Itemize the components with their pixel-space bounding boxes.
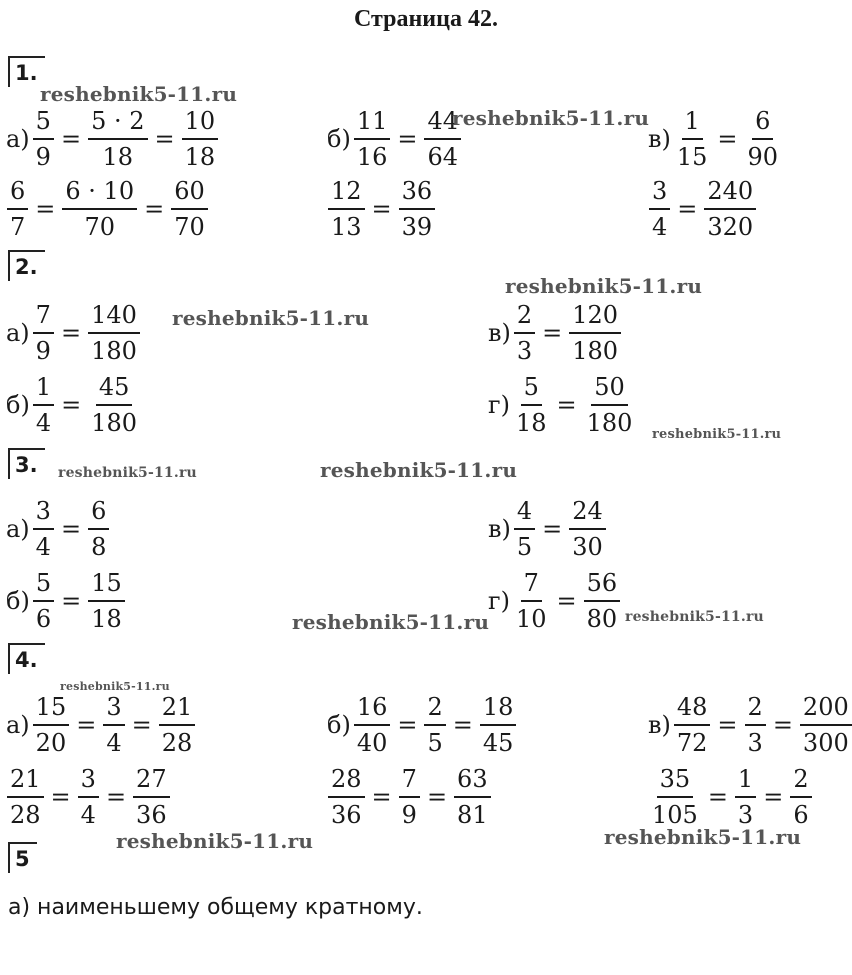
equation-item: [648, 106, 782, 172]
fraction: [514, 496, 535, 562]
fraction: [704, 176, 756, 242]
equals-sign: =: [707, 783, 728, 811]
equals-sign: =: [717, 711, 738, 739]
numerator: 2: [790, 764, 811, 798]
denominator: 320: [707, 213, 754, 241]
fraction: [33, 372, 54, 438]
fraction: [182, 106, 219, 172]
item-label: в): [648, 711, 671, 739]
watermark: reshebnik5-11.ru: [652, 427, 782, 442]
item-label: а): [6, 711, 30, 739]
denominator: 4: [35, 533, 51, 561]
numerator: 3: [103, 692, 124, 726]
item-label: б): [327, 711, 351, 739]
numerator: 10: [182, 106, 219, 140]
denominator: 40: [356, 729, 388, 757]
numerator: 28: [328, 764, 365, 798]
numerator: 48: [674, 692, 711, 726]
equals-sign: =: [131, 711, 152, 739]
numerator: 36: [399, 176, 436, 210]
item-label: б): [6, 587, 30, 615]
fraction: [328, 176, 365, 242]
numerator: 1: [735, 764, 756, 798]
fraction: [33, 692, 70, 758]
equals-sign: =: [426, 783, 448, 811]
watermark: reshebnik5-11.ru: [292, 610, 490, 634]
denominator: 180: [91, 337, 137, 365]
item-label: б): [6, 391, 30, 419]
watermark: reshebnik5-11.ru: [116, 829, 314, 853]
denominator: 28: [10, 801, 41, 829]
fraction: [514, 300, 535, 366]
denominator: 5: [427, 729, 443, 757]
denominator: 13: [331, 213, 362, 241]
equals-sign: =: [371, 195, 392, 223]
equation-item: [6, 568, 126, 634]
denominator: 16: [356, 143, 388, 171]
equals-sign: =: [76, 711, 97, 739]
equals-sign: =: [677, 195, 698, 223]
numerator: 120: [569, 300, 621, 334]
denominator: 18: [91, 605, 122, 633]
numerator: 3: [33, 496, 54, 530]
denominator: 45: [482, 729, 514, 757]
item-label: г): [488, 391, 510, 419]
fraction: [7, 176, 28, 242]
equation-item: [6, 176, 209, 242]
fraction: [399, 176, 436, 242]
watermark: reshebnik5-11.ru: [452, 106, 650, 130]
numerator: 5 · 2: [88, 106, 147, 140]
item-label: б): [327, 125, 351, 153]
equals-sign: =: [35, 195, 56, 223]
denominator: 3: [516, 337, 533, 365]
equation-item: [6, 300, 141, 366]
section-number: 1.: [8, 56, 45, 87]
numerator: 5: [521, 372, 542, 406]
denominator: 36: [136, 801, 167, 829]
fraction: [480, 692, 517, 758]
equation-item: [648, 692, 852, 758]
fraction: [513, 372, 550, 438]
equation-item: [648, 764, 813, 830]
numerator: 18: [480, 692, 517, 726]
equals-sign: =: [542, 515, 563, 543]
section-number: 2.: [8, 250, 45, 281]
fraction: [354, 106, 391, 172]
numerator: 60: [171, 176, 208, 210]
numerator: 16: [354, 692, 391, 726]
denominator: 70: [174, 213, 205, 241]
numerator: 2: [745, 692, 766, 726]
numerator: 6: [752, 106, 773, 140]
equals-sign: =: [154, 125, 175, 153]
item-label: в): [488, 515, 511, 543]
denominator: 4: [652, 213, 668, 241]
denominator: 4: [106, 729, 122, 757]
fraction: [745, 106, 782, 172]
fraction: [584, 372, 636, 438]
denominator: 7: [10, 213, 26, 241]
denominator: 81: [457, 801, 488, 829]
numerator: 7: [399, 764, 420, 798]
denominator: 39: [401, 213, 433, 241]
equation-item: [488, 568, 621, 634]
section-number: 3.: [8, 448, 45, 479]
equation-item: [6, 496, 110, 562]
equals-sign: =: [144, 195, 165, 223]
fraction: [649, 764, 701, 830]
denominator: 6: [793, 801, 809, 829]
equals-sign: =: [371, 783, 392, 811]
numerator: 7: [33, 300, 54, 334]
numerator: 3: [78, 764, 99, 798]
fraction: [7, 764, 44, 830]
denominator: 18: [184, 143, 216, 171]
numerator: 12: [328, 176, 365, 210]
equals-sign: =: [50, 783, 71, 811]
numerator: 2: [514, 300, 535, 334]
fraction: [78, 764, 99, 830]
fraction: [88, 568, 125, 634]
fraction: [103, 692, 124, 758]
item-label: г): [488, 587, 510, 615]
fraction: [33, 300, 54, 366]
denominator: 90: [747, 143, 779, 171]
numerator: 4: [514, 496, 535, 530]
equals-sign: =: [452, 711, 473, 739]
fraction: [735, 764, 756, 830]
fraction: [88, 106, 147, 172]
denominator: 64: [427, 143, 459, 171]
watermark: reshebnik5-11.ru: [505, 274, 703, 298]
equation-item: [6, 764, 171, 830]
fraction: [790, 764, 811, 830]
equals-sign: =: [61, 391, 82, 419]
item-label: а): [6, 319, 30, 347]
equation-item: [488, 372, 636, 438]
answer-text: а) наименьшему общему кратному.: [8, 895, 423, 920]
numerator: 35: [657, 764, 694, 798]
denominator: 4: [80, 801, 96, 829]
denominator: 30: [572, 533, 603, 561]
fraction: [674, 692, 711, 758]
watermark: reshebnik5-11.ru: [58, 465, 197, 481]
denominator: 8: [91, 533, 107, 561]
section-number: 5: [8, 842, 37, 873]
fraction: [569, 300, 621, 366]
page-title: Страница 42.: [354, 6, 498, 32]
numerator: 44: [424, 106, 461, 140]
fraction: [328, 764, 365, 830]
numerator: 7: [521, 568, 542, 602]
denominator: 18: [102, 143, 134, 171]
equals-sign: =: [60, 319, 82, 347]
equals-sign: =: [556, 391, 577, 419]
denominator: 28: [161, 729, 193, 757]
fraction: [354, 692, 391, 758]
numerator: 24: [569, 496, 606, 530]
numerator: 21: [7, 764, 44, 798]
denominator: 180: [586, 409, 633, 437]
equals-sign: =: [397, 125, 418, 153]
denominator: 72: [676, 729, 708, 757]
equation-item: [6, 106, 219, 172]
equation-item: [327, 106, 462, 172]
equals-sign: =: [763, 783, 784, 811]
equals-sign: =: [60, 515, 82, 543]
numerator: 56: [584, 568, 621, 602]
fraction: [171, 176, 208, 242]
denominator: 20: [35, 729, 67, 757]
denominator: 180: [572, 337, 619, 365]
equals-sign: =: [397, 711, 418, 739]
watermark: reshebnik5-11.ru: [625, 609, 764, 625]
denominator: 5: [516, 533, 533, 561]
fraction: [649, 176, 670, 242]
fraction: [454, 764, 491, 830]
denominator: 4: [35, 409, 52, 437]
denominator: 70: [84, 213, 116, 241]
fraction: [424, 692, 445, 758]
item-label: в): [648, 125, 671, 153]
denominator: 15: [676, 143, 708, 171]
equals-sign: =: [542, 319, 563, 347]
numerator: 15: [33, 692, 70, 726]
numerator: 6 · 10: [62, 176, 137, 210]
numerator: 140: [88, 300, 140, 334]
fraction: [800, 692, 852, 758]
fraction: [745, 692, 766, 758]
denominator: 9: [35, 143, 51, 171]
fraction: [674, 106, 711, 172]
fraction: [513, 568, 550, 634]
equation-item: [6, 372, 141, 438]
fraction: [159, 692, 196, 758]
fraction: [399, 764, 420, 830]
watermark: reshebnik5-11.ru: [172, 306, 370, 330]
numerator: 5: [33, 568, 54, 602]
equation-item: [327, 692, 517, 758]
denominator: 180: [91, 409, 138, 437]
fraction: [33, 106, 54, 172]
watermark: reshebnik5-11.ru: [320, 458, 518, 482]
numerator: 3: [649, 176, 670, 210]
denominator: 9: [35, 337, 51, 365]
denominator: 10: [515, 605, 547, 633]
item-label: а): [6, 515, 30, 543]
fraction: [62, 176, 137, 242]
numerator: 21: [159, 692, 196, 726]
numerator: 45: [96, 372, 133, 406]
equals-sign: =: [61, 587, 82, 615]
numerator: 240: [704, 176, 756, 210]
equals-sign: =: [60, 125, 82, 153]
equals-sign: =: [717, 125, 738, 153]
fraction: [33, 568, 54, 634]
equation-item: [327, 764, 492, 830]
equals-sign: =: [556, 587, 577, 615]
equals-sign: =: [772, 711, 793, 739]
item-label: а): [6, 125, 30, 153]
numerator: 15: [88, 568, 125, 602]
numerator: 63: [454, 764, 491, 798]
denominator: 6: [35, 605, 52, 633]
numerator: 6: [7, 176, 28, 210]
numerator: 1: [33, 372, 54, 406]
watermark: reshebnik5-11.ru: [60, 680, 170, 693]
numerator: 5: [33, 106, 54, 140]
watermark: reshebnik5-11.ru: [40, 82, 238, 106]
denominator: 3: [737, 801, 754, 829]
numerator: 1: [682, 106, 703, 140]
equation-item: [488, 300, 622, 366]
fraction: [584, 568, 621, 634]
equation-item: [648, 176, 757, 242]
equation-item: [6, 692, 196, 758]
equation-item: [488, 496, 607, 562]
denominator: 18: [515, 409, 547, 437]
numerator: 50: [591, 372, 628, 406]
fraction: [133, 764, 170, 830]
numerator: 6: [88, 496, 109, 530]
fraction: [569, 496, 606, 562]
equation-item: [327, 176, 436, 242]
watermark: reshebnik5-11.ru: [604, 825, 802, 849]
denominator: 36: [331, 801, 362, 829]
fraction: [88, 496, 109, 562]
denominator: 9: [401, 801, 417, 829]
denominator: 80: [586, 605, 618, 633]
numerator: 11: [354, 106, 391, 140]
denominator: 300: [802, 729, 849, 757]
section-number: 4.: [8, 643, 45, 674]
numerator: 2: [424, 692, 445, 726]
equals-sign: =: [105, 783, 127, 811]
denominator: 3: [747, 729, 763, 757]
fraction: [88, 372, 140, 438]
numerator: 200: [800, 692, 852, 726]
fraction: [88, 300, 140, 366]
denominator: 105: [652, 801, 698, 829]
numerator: 27: [133, 764, 170, 798]
fraction: [33, 496, 54, 562]
item-label: в): [488, 319, 511, 347]
